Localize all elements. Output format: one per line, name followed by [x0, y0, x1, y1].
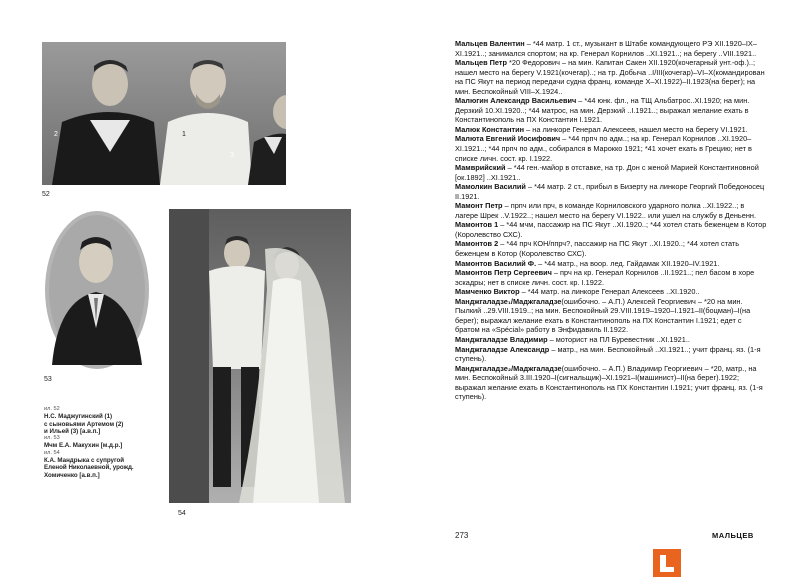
entry-name: Мамонтов Василий Ф.: [455, 258, 537, 268]
caption-line: с сыновьями Артемом (2): [44, 420, 124, 428]
entry-name: Мамонтов 1: [455, 220, 499, 230]
entry-text: – *44 матр. 1 ст., музыкант в Штабе командующего РЭ XII.1920–IX–XI.1921..; занимался спортом; на кр. Генерал Корнилов ..XI.1921..; на берегу ..VIII.1921..: [455, 39, 757, 58]
caption-line: К.А. Мандрыка с супругой: [44, 457, 125, 465]
entry-name: Мальцев Валентин: [455, 39, 525, 48]
caption-line: Н.С. Маджугинский (1): [44, 413, 113, 421]
entry-text: – *44 прпч по адм..; на кр. Генерал Корнилов ..XI.1920–XI.1921..; *44 прпч по адм., собирался в Марокко 1921; *41 хочет ехать в Грецию; нет в списке личн. сост. кр. I.1922.: [455, 134, 752, 163]
entry-text: – *44 ген.-майор в отставке, на тр. Дон с женой Марией Константиновной [ок.1892] ..XI.1921..: [455, 163, 759, 182]
entry: [455, 182, 767, 201]
page-number: 273: [455, 531, 469, 540]
entry: [455, 364, 767, 402]
entry-name: Малюгин Александр Васильевич: [455, 96, 577, 106]
photo-captions: [44, 406, 174, 479]
entry-name: Манджгаладзе Александр: [455, 344, 550, 354]
entry-name: Манджгаладзе₁/Маджгаладзе: [455, 296, 562, 306]
entry-text: – *44 матр. на линкоре Генерал Алексеев ..XI.1920..: [519, 287, 700, 297]
entry-text: – прпч или прч, в команде Корниловского ударного полка ..XI.1922..; в лагере Шрек ..V.1922..; нашел место на берегу VI.1922.. или ушел на службу в Деньенн.: [455, 201, 756, 220]
entry: [455, 96, 767, 125]
entry: [455, 345, 767, 364]
entry-text: – матр., на мин. Беспокойный ..XI.1921..; учит франц. яз. (1-я ступень).: [455, 344, 761, 364]
photo-52: [42, 42, 286, 185]
entry: [455, 163, 767, 182]
entries-column: [455, 39, 767, 402]
caption-label: ил. 53: [44, 435, 60, 442]
entry: [455, 239, 767, 258]
photo-number-54: 54: [178, 510, 186, 517]
entry-text: – *44 матр., на воор. лед. Гайдамак XII.1920–IV.1921.: [536, 258, 720, 268]
entry-name: Малюта Евгений Иосифович: [455, 134, 561, 144]
photo-mark-2: 2: [54, 131, 58, 138]
caption-line: и Ильей (3) [а.в.п.]: [44, 427, 101, 435]
running-head: МАЛЬЦЕВ: [712, 531, 754, 540]
entry-name: Мамврийский: [455, 163, 506, 173]
entry-name: Мамченко Виктор: [455, 287, 520, 297]
photo-54: [169, 209, 351, 503]
entry-text: – *44 юнк. фл., на ТЩ Альбатрос..XI.1920; на мин. Дерзкий 10.XI.1920..; *44 матрос, на мин. Дерзкий ..I.1921..; выражал желание ехать в Константинополь на ПХ Константин I.1921.: [455, 96, 750, 125]
photo-53: [44, 210, 150, 370]
entry: [455, 297, 767, 335]
caption-label: ил. 54: [44, 449, 60, 456]
entry-name: Мальцев Петр: [455, 58, 507, 68]
photo-mark-3: 3: [230, 152, 234, 159]
entry: [455, 125, 767, 135]
entry-name: Манджгаладзе₂/Маджгаладзе: [455, 363, 562, 373]
entry-text: – на линкоре Генерал Алексеев, нашел место на берегу VI.1921.: [524, 124, 748, 134]
entry-text: – *44 мчм, пассажир на ПС Якут ..XI.1920..; *44 хотел стать беженцем в Котор (Королевство СХС).: [455, 220, 767, 239]
entry: [455, 287, 767, 297]
entry-name: Мамонтов Петр Сергеевич: [455, 268, 552, 278]
entry: [455, 220, 767, 239]
entry-name: Мамолкин Василий: [455, 182, 526, 192]
entry-text: – *44 матр. 2 ст., прибыл в Бизерту на линкоре Георгий Победоносец II.1921.: [455, 182, 765, 201]
entry-name: Манджгаладзе Владимир: [455, 334, 548, 344]
entry-name: Малюк Константин: [455, 124, 525, 134]
entry-text: – моторист на ПЛ Буревестник ..XI.1921..: [547, 334, 690, 344]
entry: [455, 39, 767, 58]
entry: [455, 58, 767, 96]
publisher-logo-icon: [653, 549, 681, 577]
caption-line: Хомиченко [а.в.п.]: [44, 471, 100, 479]
entry-text: *20 Федорович – на мин. Капитан Сакен XII.1920(кочегарный унт.-оф.)..; нашел место на берегу V.1921(кочегар)..; на тр. Добыча ..I/III(кочегар)–VI–X(командирован на ПС Якут на период передачи судна франц. команде X–XI.1922)–II.1923(на берег); на мин. Беспокойный VIII–X.1924..: [455, 58, 765, 96]
photo-mark-1: 1: [182, 131, 186, 138]
caption-label: ил. 52: [44, 406, 60, 412]
entry: [455, 268, 767, 287]
entry-text: – прч на кр. Генерал Корнилов ..II.1921..; пел басом в хоре эскадры; нет в списке личн. сост. кр. I.1922.: [455, 268, 755, 287]
caption-52: [44, 406, 174, 435]
entry-name: Мамонт Петр: [455, 201, 503, 211]
entry: [455, 259, 767, 269]
caption-53: [44, 435, 174, 450]
caption-line: Еленой Николаевной, урожд.: [44, 464, 134, 472]
entry: [455, 335, 767, 345]
entry-text: (ошибочно. – А.П.) Алексей Георгиевич – *20 на мин. Пылкий ..29.VIII.1919..; на мин. Беспокойный 29.VIII.1919–1920–I.1921–II(боцман)–I(на берег); выражал желание ехать в Константинополь на ПХ Константин I.1921; едет с братом на «Spécial» работу в Энфидавиль II.1922.: [455, 296, 751, 335]
entry: [455, 201, 767, 220]
caption-54: [44, 450, 174, 479]
entry-name: Мамонтов 2: [455, 239, 499, 249]
caption-line: Мчм Е.А. Макухин [м.д.р.]: [44, 442, 123, 450]
entry-text: – *44 прч КОН/ппрч?, пассажир на ПС Якут ..XI.1920..; *44 хотел стать беженцем в Котор (Королевство СХС).: [455, 239, 740, 259]
photo-number-53: 53: [44, 376, 52, 383]
entry-text: (ошибочно. – А.П.) Владимир Георгиевич – *20, матр., на мин. Беспокойный 3.III.1920–I(сигнальщик)–XI.1921–I(машинист)–II(на берег).1922; выражал желание ехать в Константинополь на ПХ Константин I.1921; учит франц. яз. (1-я ступень).: [455, 363, 763, 402]
photo-number-52: 52: [42, 191, 50, 198]
entry: [455, 134, 767, 163]
